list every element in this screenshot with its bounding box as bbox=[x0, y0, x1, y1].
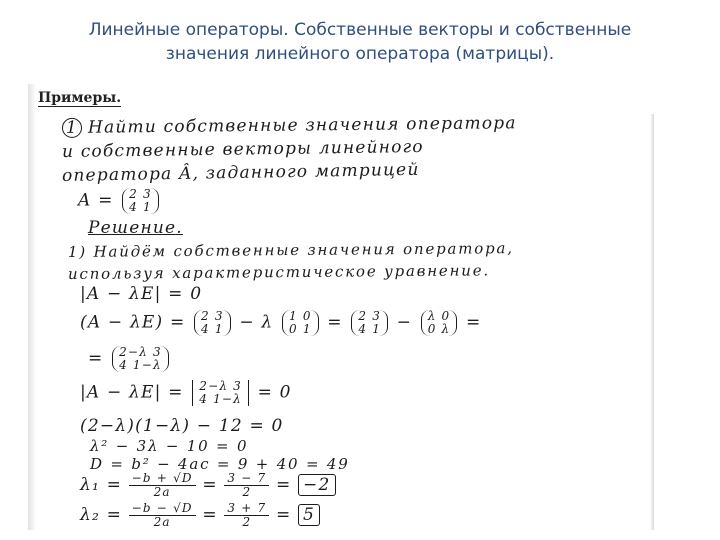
lambda-1-substitution-numerator: 3 − 7 bbox=[224, 472, 269, 486]
lambda-1-formula-denominator: 2a bbox=[153, 485, 171, 499]
lambda-1-result: −2 bbox=[298, 474, 335, 496]
expansion-equals: = bbox=[327, 312, 343, 333]
task-line-2: и собственные векторы линейного bbox=[61, 136, 424, 162]
lambda-2-formula-denominator: 2a bbox=[153, 515, 171, 529]
expansion-matrix-a-copy bbox=[351, 310, 388, 336]
determinant-rhs: = 0 bbox=[257, 382, 292, 403]
result-matrix-line bbox=[88, 346, 171, 376]
matrix-a bbox=[122, 188, 159, 214]
expansion-matrix-a bbox=[194, 310, 231, 336]
expansion-matrix-a-copy-row-1: 2 3 bbox=[358, 309, 382, 323]
determinant-lhs: |A − λE| = bbox=[80, 382, 184, 403]
product-equation: (2−λ)(1−λ) − 12 = 0 bbox=[80, 416, 284, 436]
lambda-1-equals: = bbox=[202, 475, 218, 495]
lambda-1-formula-numerator: −b + √D bbox=[129, 472, 196, 486]
scan-shadow-left bbox=[28, 84, 36, 530]
lambda-1-substitution-denominator: 2 bbox=[242, 485, 252, 499]
lambda-1-equals-2: = bbox=[275, 475, 292, 495]
task-line-1 bbox=[62, 113, 517, 138]
step-1-line-1: 1) Найдём собственные значения оператора, bbox=[67, 239, 514, 261]
lambda-2-label: λ₂ = bbox=[80, 505, 123, 525]
lambda-2-substitution-numerator: 3 + 7 bbox=[224, 502, 269, 516]
expansion-lhs: (A − λE) = bbox=[80, 312, 186, 333]
result-matrix-row-2: 4 1−λ bbox=[119, 358, 162, 372]
expansion-tail-equals: = bbox=[465, 312, 482, 333]
lambda-2-equals-2: = bbox=[275, 505, 292, 525]
lambda-diagonal-matrix bbox=[421, 310, 458, 336]
identity-matrix-row-2: 0 1 bbox=[288, 322, 312, 336]
expansion-minus-lambda: − λ bbox=[239, 312, 274, 333]
expansion-line bbox=[80, 310, 481, 340]
lambda-1-formula bbox=[129, 472, 196, 499]
lambda-2-result: 5 bbox=[298, 504, 320, 526]
determinant-line bbox=[80, 380, 292, 410]
scanned-handwritten-page bbox=[28, 84, 654, 530]
step-1-line-2: используя характеристическое уравнение. bbox=[67, 261, 491, 283]
lambda-2-line bbox=[80, 502, 320, 532]
lambda-2-equals: = bbox=[202, 505, 218, 525]
quadratic-equation: λ² − 3λ − 10 = 0 bbox=[90, 437, 249, 455]
matrix-a-label: A = bbox=[78, 190, 114, 211]
expansion-minus: − bbox=[396, 312, 413, 333]
lambda-1-label: λ₁ = bbox=[80, 475, 123, 495]
scan-shadow-right bbox=[650, 114, 654, 530]
lambda-2-substitution bbox=[224, 502, 269, 529]
expansion-matrix-a-row-2: 4 1 bbox=[201, 322, 224, 336]
matrix-a-row-1: 2 3 bbox=[129, 187, 152, 201]
characteristic-equation: |A − λE| = 0 bbox=[80, 284, 203, 304]
task-line-3: оператора Â, заданного матрицей bbox=[61, 159, 420, 186]
lambda-2-substitution-denominator: 2 bbox=[242, 515, 252, 529]
matrix-a-line bbox=[78, 188, 161, 216]
task-line-1-text: Найти собственные значения оператора bbox=[87, 113, 517, 138]
expansion-matrix-a-row-1: 2 3 bbox=[201, 309, 224, 323]
lambda-2-formula bbox=[129, 502, 196, 529]
identity-matrix-row-1: 1 0 bbox=[288, 309, 312, 323]
result-matrix-row-1: 2−λ 3 bbox=[119, 345, 162, 359]
lambda-diagonal-row-1: λ 0 bbox=[427, 309, 451, 323]
task-number-badge: 1 bbox=[62, 118, 82, 138]
solution-heading: Решение. bbox=[88, 218, 183, 238]
determinant-row-1: 2−λ 3 bbox=[199, 379, 242, 393]
identity-matrix bbox=[282, 310, 319, 336]
slide-title-line-2: значения линейного оператора (матрицы). bbox=[165, 44, 555, 64]
slide-title bbox=[40, 18, 680, 66]
lambda-1-substitution bbox=[224, 472, 269, 499]
lambda-1-line bbox=[80, 472, 336, 502]
lambda-2-formula-numerator: −b − √D bbox=[129, 502, 196, 516]
discriminant-equation: D = b² − 4ac = 9 + 40 = 49 bbox=[90, 455, 350, 473]
expansion-matrix-a-copy-row-2: 4 1 bbox=[358, 322, 382, 336]
lambda-diagonal-row-2: 0 λ bbox=[427, 322, 451, 336]
matrix-a-row-2: 4 1 bbox=[129, 200, 152, 214]
result-equals: = bbox=[88, 348, 104, 369]
examples-heading: Примеры. bbox=[38, 90, 122, 106]
result-matrix bbox=[112, 346, 169, 372]
determinant-matrix bbox=[192, 380, 249, 406]
slide-title-line-1: Линейные операторы. Собственные векторы и собственные bbox=[88, 20, 632, 40]
determinant-row-2: 4 1−λ bbox=[199, 392, 242, 406]
